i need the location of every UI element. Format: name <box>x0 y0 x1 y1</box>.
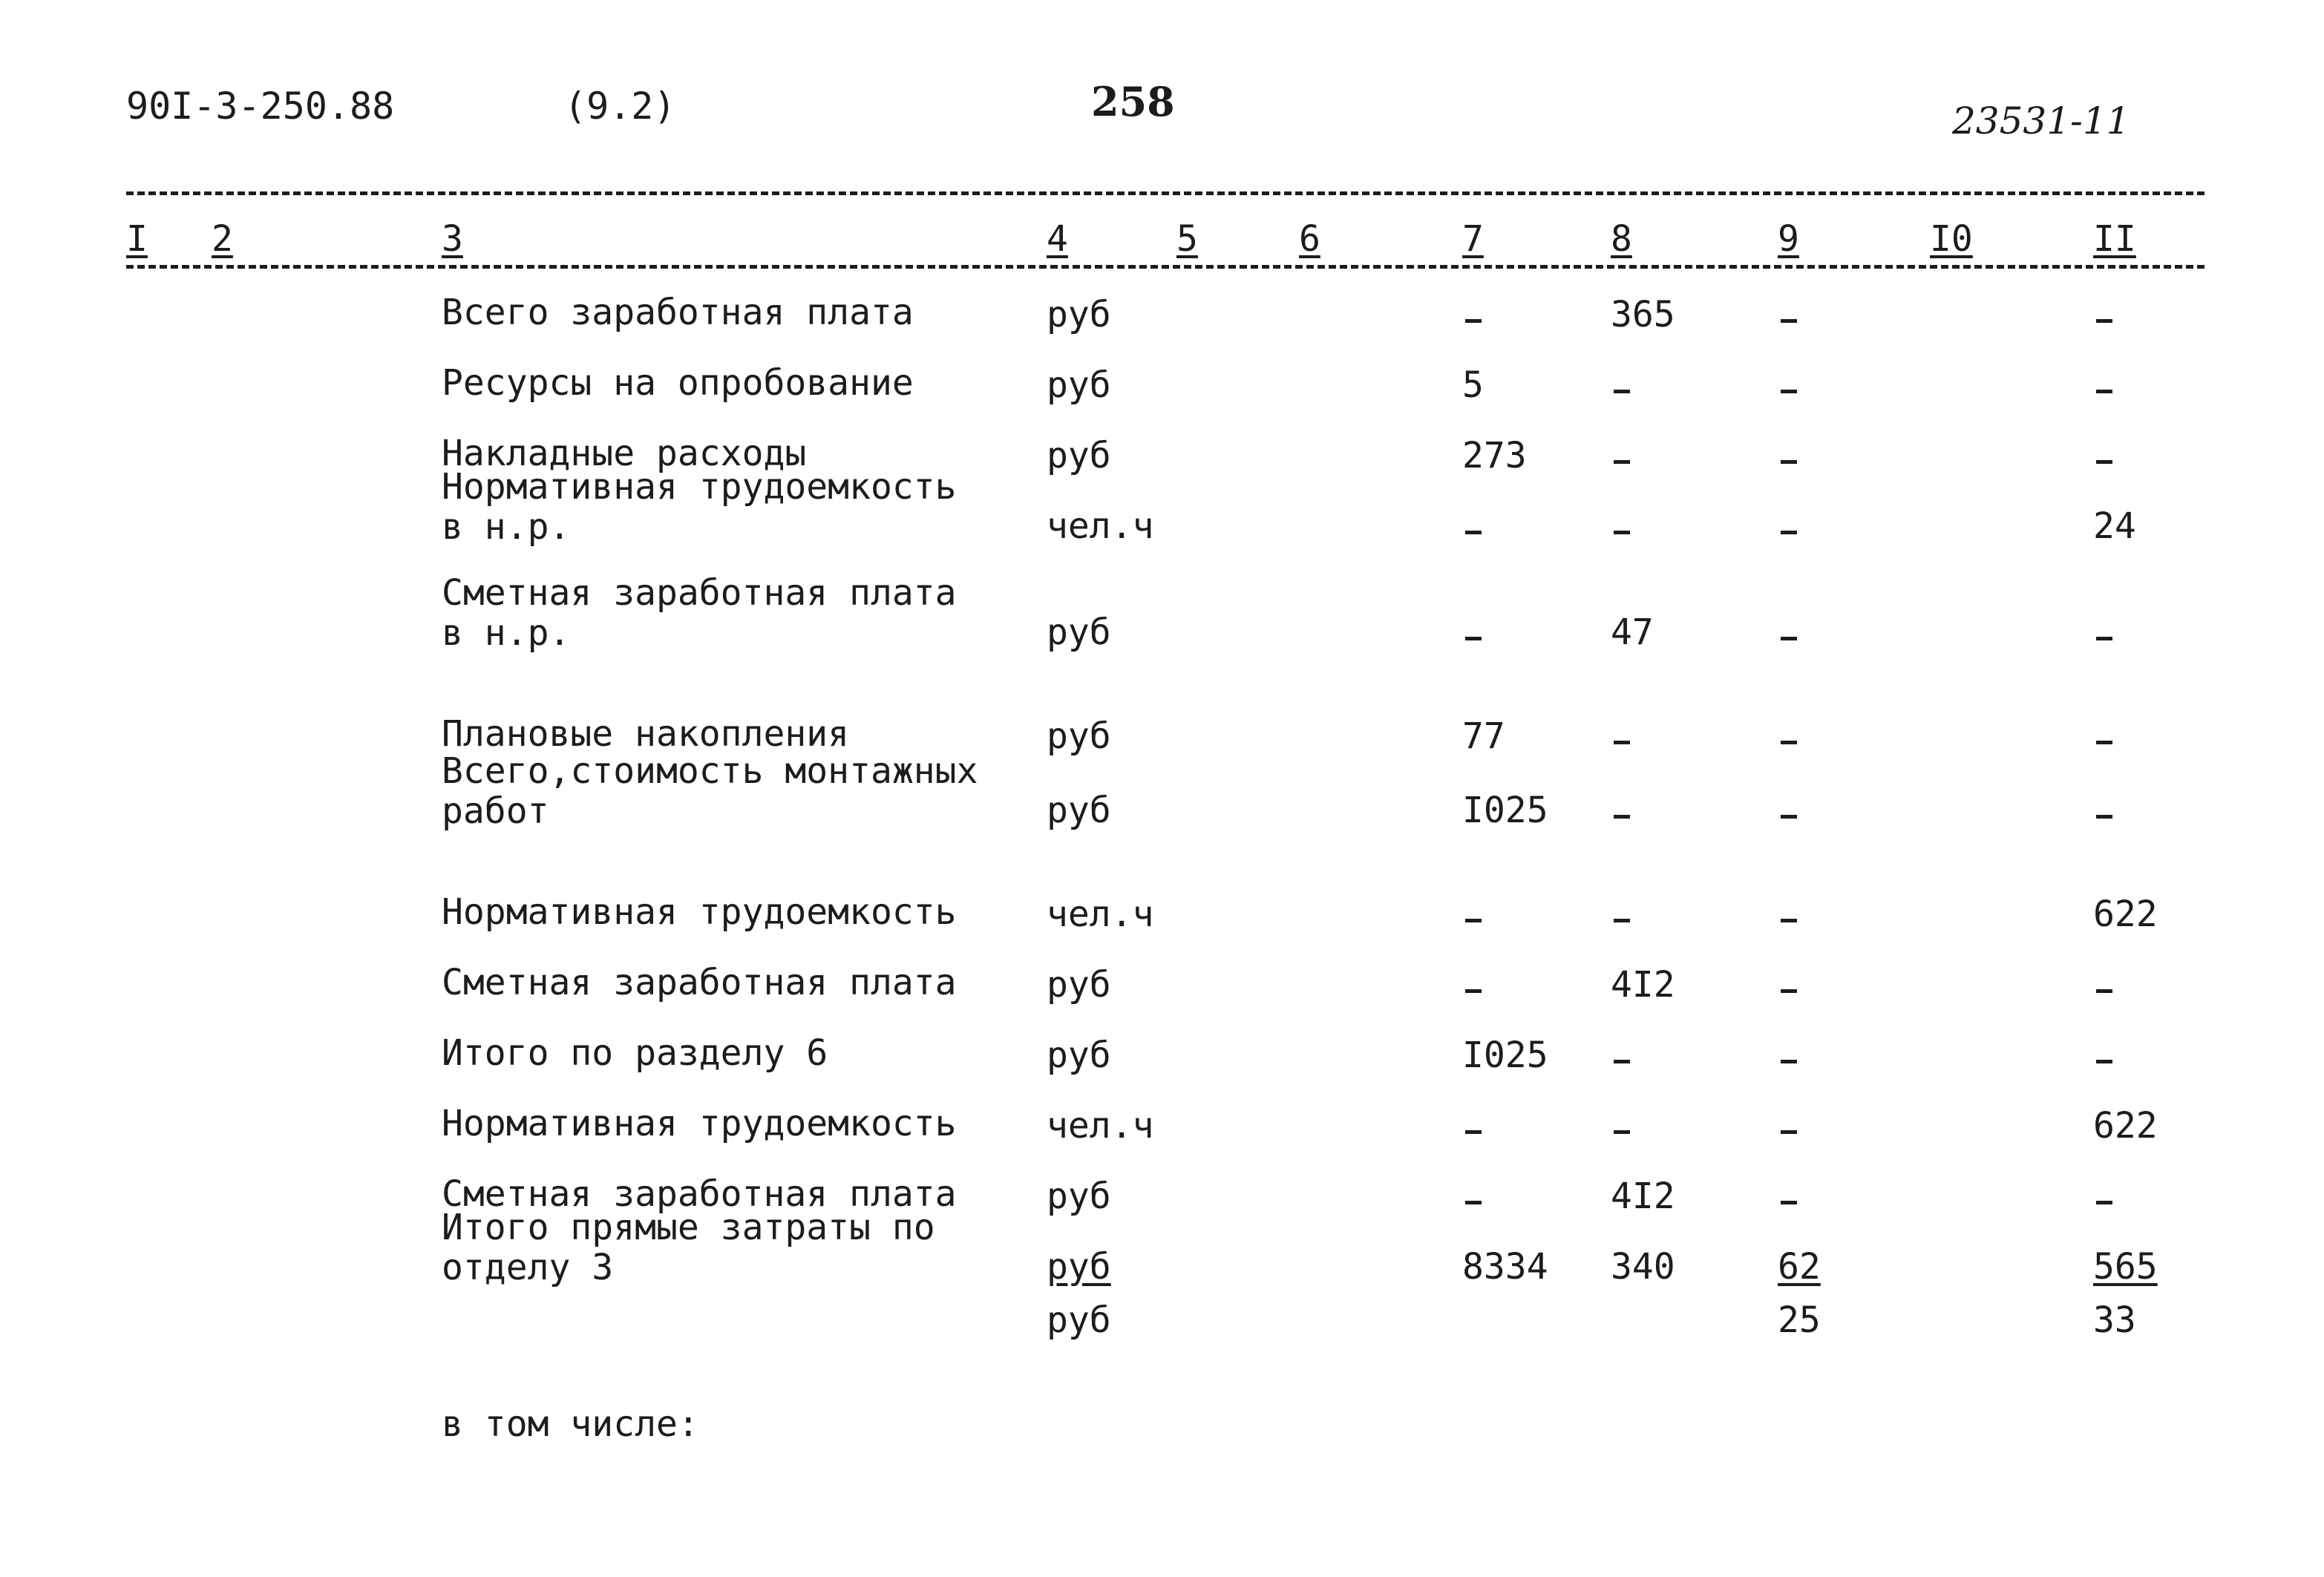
row-label <box>442 963 957 1003</box>
unit-cell: руб <box>1047 790 1111 831</box>
col-8-cell: 4I2 <box>1611 964 1675 1006</box>
unit-cell: руб <box>1047 364 1111 406</box>
column-number-col-8: 8 <box>1611 218 1632 260</box>
reference-number: 23531-11 <box>1952 99 2130 142</box>
col-11-cell-dash <box>2096 1201 2112 1204</box>
row-label <box>442 1207 935 1288</box>
col-8-cell-dash <box>1614 1060 1630 1063</box>
col-11-cell-dash <box>2096 460 2112 464</box>
col-11-cell-dash <box>2096 815 2112 819</box>
unit-cell: чел.ч <box>1047 1105 1154 1147</box>
col-9-cell: 62 <box>1778 1246 1821 1288</box>
row-label-line: Итого прямые затраты по <box>442 1207 935 1248</box>
col-8-cell-dash <box>1614 1130 1630 1134</box>
subtotal-col-11-cell: 33 <box>2093 1299 2136 1341</box>
col-11-cell-dash <box>2096 390 2112 393</box>
col-8-cell-dash <box>1614 460 1630 464</box>
row-label-line: в н.р. <box>442 612 571 654</box>
col-11-cell: 24 <box>2093 505 2136 547</box>
col-11-cell: 622 <box>2093 894 2158 935</box>
col-11-cell-dash <box>2096 637 2112 640</box>
col-8-cell-dash <box>1614 531 1630 534</box>
column-number-col-6: 6 <box>1299 218 1320 260</box>
row-label-line: Ресурсы на опробование <box>442 362 914 404</box>
column-number-col-3: 3 <box>442 218 463 260</box>
col-9-cell-dash <box>1781 319 1797 323</box>
header-divider <box>126 191 2204 195</box>
row-label <box>442 1033 828 1073</box>
row-label-line: Сметная заработная плата <box>442 572 957 614</box>
column-number-col-5: 5 <box>1176 218 1198 260</box>
unit-cell: руб <box>1047 294 1111 335</box>
row-label-line: Плановые накопления <box>442 713 850 755</box>
subtotal-col-9-cell: 25 <box>1778 1299 1821 1341</box>
section-number: (9.2) <box>564 85 676 128</box>
row-label <box>442 714 849 754</box>
col-7-cell-dash <box>1465 989 1482 993</box>
row-label <box>442 892 957 932</box>
column-number-divider <box>126 265 2204 269</box>
row-label <box>442 467 957 547</box>
col-7-cell: 5 <box>1462 364 1484 406</box>
page-number: 258 <box>1091 78 1175 125</box>
row-label <box>442 292 914 332</box>
row-label-line: в н.р. <box>442 506 571 548</box>
column-number-col-9: 9 <box>1778 218 1799 260</box>
col-7-cell: 8334 <box>1462 1246 1548 1288</box>
row-label-line: Сметная заработная плата <box>442 962 957 1003</box>
column-number-col-11: II <box>2093 218 2136 260</box>
row-label-line: Итого по разделу 6 <box>442 1032 828 1074</box>
col-9-cell-dash <box>1781 919 1797 922</box>
col-7-cell-dash <box>1465 637 1482 640</box>
col-9-cell-dash <box>1781 1201 1797 1204</box>
unit-cell: руб <box>1047 1246 1111 1288</box>
col-11-cell-dash <box>2096 989 2112 993</box>
unit-cell: чел.ч <box>1047 505 1154 547</box>
col-11-cell-dash <box>2096 319 2112 323</box>
col-8-cell-dash <box>1614 919 1630 922</box>
col-9-cell-dash <box>1781 531 1797 534</box>
column-number-col-10: I0 <box>1930 218 1973 260</box>
unit-cell: руб <box>1047 435 1111 476</box>
col-7-cell-dash <box>1465 531 1482 534</box>
unit-cell: руб <box>1047 1176 1111 1217</box>
row-label <box>442 573 957 653</box>
col-8-cell: 365 <box>1611 294 1675 335</box>
unit-cell: руб <box>1047 964 1111 1006</box>
unit-cell: руб <box>1047 715 1111 757</box>
row-label-line: Нормативная трудоемкость <box>442 891 957 933</box>
footer-note: в том числе: <box>442 1403 699 1445</box>
row-label-line: Всего заработная плата <box>442 292 914 333</box>
col-11-cell: 565 <box>2093 1246 2158 1288</box>
column-number-col-7: 7 <box>1462 218 1484 260</box>
unit-cell: руб <box>1047 1035 1111 1076</box>
unit-cell: чел.ч <box>1047 894 1154 935</box>
col-7-cell-dash <box>1465 1201 1482 1204</box>
unit-cell: руб <box>1047 612 1111 653</box>
col-7-cell: 273 <box>1462 435 1527 476</box>
col-8-cell: 47 <box>1611 612 1654 653</box>
col-7-cell-dash <box>1465 919 1482 922</box>
subtotal-unit-cell: руб <box>1047 1299 1111 1341</box>
row-label <box>442 1104 957 1144</box>
col-9-cell-dash <box>1781 741 1797 744</box>
col-11-cell: 622 <box>2093 1105 2158 1147</box>
col-8-cell: 340 <box>1611 1246 1675 1288</box>
col-8-cell-dash <box>1614 390 1630 393</box>
col-7-cell: I025 <box>1462 790 1548 831</box>
document-code: 90I-3-250.88 <box>126 85 395 128</box>
col-7-cell: I025 <box>1462 1035 1548 1076</box>
row-label <box>442 363 914 403</box>
col-9-cell-dash <box>1781 1060 1797 1063</box>
col-11-cell-dash <box>2096 741 2112 744</box>
col-8-cell-dash <box>1614 815 1630 819</box>
row-label-line: Нормативная трудоемкость <box>442 466 957 508</box>
col-9-cell-dash <box>1781 1130 1797 1134</box>
column-number-col-4: 4 <box>1047 218 1068 260</box>
row-label-line: Нормативная трудоемкость <box>442 1103 957 1144</box>
row-label <box>442 751 978 831</box>
row-label-line: Всего,стоимость монтажных <box>442 750 978 792</box>
row-label-line: отделу 3 <box>442 1247 614 1288</box>
col-9-cell-dash <box>1781 989 1797 993</box>
col-11-cell-dash <box>2096 1060 2112 1063</box>
col-9-cell-dash <box>1781 390 1797 393</box>
col-7-cell-dash <box>1465 319 1482 323</box>
col-7-cell-dash <box>1465 1130 1482 1134</box>
col-8-cell: 4I2 <box>1611 1176 1675 1217</box>
column-number-col-2: 2 <box>212 218 233 260</box>
row-label-line: Сметная заработная плата <box>442 1173 957 1215</box>
column-number-col-1: I <box>126 218 148 260</box>
col-7-cell: 77 <box>1462 715 1505 757</box>
col-9-cell-dash <box>1781 815 1797 819</box>
col-9-cell-dash <box>1781 637 1797 640</box>
row-label-line: Накладные расходы <box>442 433 807 474</box>
row-label-line: работ <box>442 790 549 832</box>
col-9-cell-dash <box>1781 460 1797 464</box>
col-8-cell-dash <box>1614 741 1630 744</box>
